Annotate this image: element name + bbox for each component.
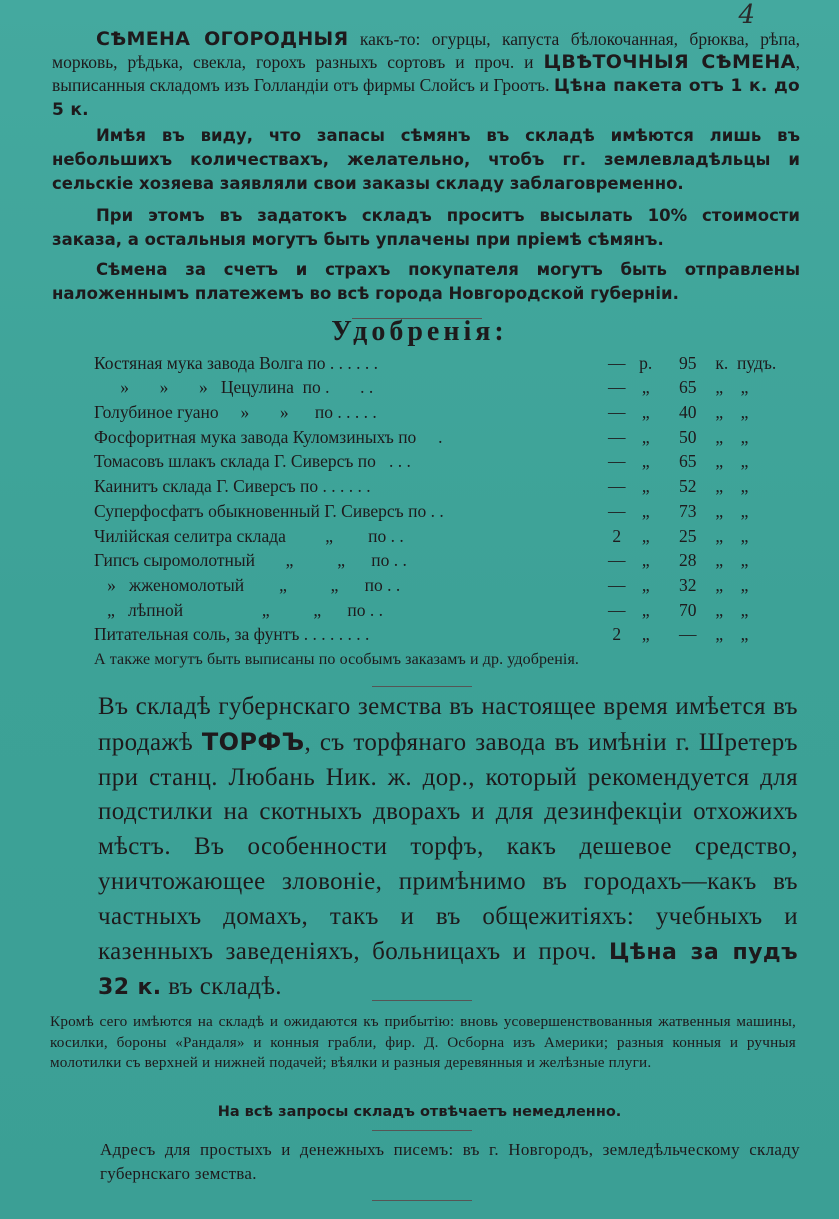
seeds-paragraph-4: Сѣмена за счетъ и страхъ покупателя могутъ быть отправлены наложеннымъ платежемъ во всѣ города Новгородской губерніи.	[52, 260, 800, 303]
reply-notice: На всѣ запросы складъ отвѣчаетъ немедленно.	[217, 1104, 622, 1120]
address-paragraph: Адресъ для простыхъ и денежныхъ писемъ: въ г. Новгородъ, земледѣльческому складу губернскаго земства.	[100, 1140, 800, 1183]
fertilizer-currency: „	[641, 599, 650, 620]
fertilizer-price: 28	[678, 550, 697, 571]
fertilizer-qty: 2	[612, 624, 622, 645]
seeds-text-1: какъ-то: огурцы, капуста бѣлокочанная, брюква, рѣпа, морковь, рѣдька, свекла, горохъ разныхъ сортовъ и проч. и	[52, 29, 800, 72]
fertilizer-row	[94, 349, 794, 374]
divider-5	[372, 1200, 472, 1201]
fertilizer-unit: „ „	[715, 550, 749, 571]
fertilizer-row	[94, 423, 794, 448]
fertilizer-name: Томасовъ шлакъ склада Г. Сиверсъ по . . .	[94, 451, 411, 472]
fertilizer-row	[94, 472, 794, 497]
fertilizer-qty: —	[607, 352, 626, 373]
fertilizer-unit: „ „	[715, 451, 749, 472]
fertilizers-footnote: А также могутъ быть выписаны по особымъ заказамъ и др. удобренія.	[94, 651, 580, 668]
fertilizer-row	[94, 522, 794, 547]
fertilizer-currency: „	[641, 476, 650, 497]
fertilizer-unit: „ „	[715, 476, 749, 497]
fertilizers-table	[94, 349, 794, 645]
fertilizer-row	[94, 621, 794, 646]
fertilizer-currency: „	[641, 624, 650, 645]
fertilizer-row	[94, 596, 794, 621]
fertilizer-row	[94, 497, 794, 522]
fertilizer-unit: „ „	[715, 500, 749, 521]
fertilizer-currency: р.	[639, 352, 653, 373]
fertilizer-price: 65	[678, 377, 697, 398]
fertilizer-row	[94, 448, 794, 473]
fertilizer-price: 70	[678, 599, 697, 620]
fertilizer-unit: „ „	[715, 377, 749, 398]
fertilizer-qty: —	[607, 451, 626, 472]
fertilizer-qty: —	[607, 550, 626, 571]
seeds-paragraph-2: Имѣя въ виду, что запасы сѣмянъ въ складѣ имѣются лишь въ небольшихъ количествахъ, желательно, чтобъ гг. землевладѣльцы и сельскіе хозяева заявляли свои заказы складу заблаговременно.	[52, 126, 800, 193]
fertilizer-price: 95	[678, 352, 697, 373]
fertilizer-currency: „	[641, 402, 650, 423]
fertilizer-qty: —	[607, 599, 626, 620]
fertilizers-title: Удобренія:	[331, 316, 508, 347]
fertilizer-qty: —	[607, 500, 626, 521]
fertilizer-name: Гипсъ сыромолотный „ „ по . .	[94, 550, 407, 571]
seeds-heading-vegetable: СѢМЕНА ОГОРОДНЫЯ	[96, 28, 349, 50]
seeds-price: Цѣна пакета отъ 1 к. до 5 к.	[52, 76, 801, 120]
fertilizer-unit: „ „	[715, 402, 749, 423]
peat-announcement	[98, 690, 798, 1006]
fertilizer-row	[94, 374, 794, 399]
fertilizer-name: Суперфосфатъ обыкновенный Г. Сиверсъ по . .	[94, 500, 444, 521]
seeds-heading-flower: ЦВѢТОЧНЫЯ СѢМЕНА	[543, 51, 796, 73]
fertilizer-qty: —	[607, 476, 626, 497]
fertilizer-unit: „ „	[715, 525, 749, 546]
fertilizer-price: 65	[678, 451, 697, 472]
fertilizer-unit: „ „	[715, 599, 749, 620]
fertilizer-price: 25	[678, 525, 697, 546]
seeds-paragraph-1	[52, 28, 800, 122]
machines-paragraph: Кромѣ сего имѣются на складѣ и ожидаются къ прибытію: вновь усовершенствованныя жатвенныя машины, косилки, бороны «Рандаля» и конныя грабли, фир. Д. Осборна изъ Америки; разныя конныя и ручныя молотилки съ верхней и нижней подачей; вѣялки и разныя деревянныя и желѣзные плуги.	[50, 1013, 796, 1071]
fertilizer-unit: к. пудъ.	[715, 352, 777, 373]
fertilizer-price: 52	[678, 476, 697, 497]
fertilizer-qty: —	[607, 574, 626, 595]
peat-price: Цѣна за пудъ 32 к.	[98, 939, 798, 1001]
fertilizer-row	[94, 571, 794, 596]
fertilizer-qty: —	[607, 426, 626, 447]
fertilizer-name: » » » Цецулина по . . .	[94, 377, 374, 398]
fertilizer-name: „ лѣпной „ „ по . .	[94, 599, 383, 620]
fertilizer-price: 73	[678, 500, 697, 521]
divider-3	[372, 1000, 472, 1001]
fertilizer-currency: „	[641, 525, 650, 546]
peat-text-2: , съ торфянаго завода въ имѣніи г. Шретеръ при станц. Любань Ник. ж. дор., который рекомендуется для подстилки на скотныхъ дворахъ и для дезинфекціи отхожихъ мѣстъ. Въ особенности торфъ, какъ дешевое средство, уничтожающее зловоніе, примѣнимо въ городахъ—какъ въ частныхъ домахъ, такъ и въ общежитіяхъ: учебныхъ и казенныхъ заведеніяхъ, больницахъ и проч.	[98, 728, 798, 965]
fertilizer-price: 32	[678, 574, 697, 595]
fertilizer-qty: —	[607, 377, 626, 398]
peat-text-3: въ складѣ.	[161, 973, 282, 1001]
fertilizer-name: Костяная мука завода Волга по . . . . . .	[94, 352, 378, 373]
fertilizer-currency: „	[641, 451, 650, 472]
fertilizer-currency: „	[641, 550, 650, 571]
fertilizer-unit: „ „	[715, 426, 749, 447]
fertilizer-row	[94, 547, 794, 572]
fertilizer-currency: „	[641, 500, 650, 521]
fertilizer-qty: —	[607, 402, 626, 423]
fertilizer-currency: „	[641, 377, 650, 398]
fertilizer-currency: „	[641, 426, 650, 447]
fertilizer-price: 40	[678, 402, 697, 423]
divider-2	[372, 686, 472, 687]
fertilizer-name: Фосфоритная мука завода Куломзиныхъ по .	[94, 426, 443, 447]
fertilizer-price: —	[678, 624, 697, 645]
seeds-paragraph-3: При этомъ въ задатокъ складъ проситъ высылать 10% стоимости заказа, а остальныя могутъ быть уплачены при пріемѣ сѣмянъ.	[52, 206, 800, 249]
fertilizer-row	[94, 398, 794, 423]
fertilizer-unit: „ „	[715, 624, 749, 645]
fertilizer-name: » жженомолотый „ „ по . .	[94, 574, 401, 595]
fertilizer-name: Голубиное гуано » » по . . . . .	[94, 402, 377, 423]
fertilizer-name: Каинитъ склада Г. Сиверсъ по . . . . . .	[94, 476, 371, 497]
peat-text-1: Въ складѣ губернскаго земства въ настоящее время имѣется въ продажѣ	[98, 693, 798, 756]
fertilizer-name: Питательная соль, за фунтъ . . . . . . . .	[94, 624, 370, 645]
fertilizer-unit: „ „	[715, 574, 749, 595]
fertilizer-name: Чилійская селитра склада „ по . .	[94, 525, 404, 546]
fertilizer-qty: 2	[612, 525, 622, 546]
peat-heading: ТОРФЪ	[201, 727, 305, 756]
seeds-text-2: , выписанныя складомъ изъ Голландіи отъ фирмы Слойсъ и Гроотъ.	[52, 52, 801, 95]
divider-4	[372, 1130, 472, 1131]
handwritten-page-mark: 4	[738, 0, 755, 30]
fertilizer-price: 50	[678, 426, 697, 447]
fertilizer-currency: „	[641, 574, 650, 595]
